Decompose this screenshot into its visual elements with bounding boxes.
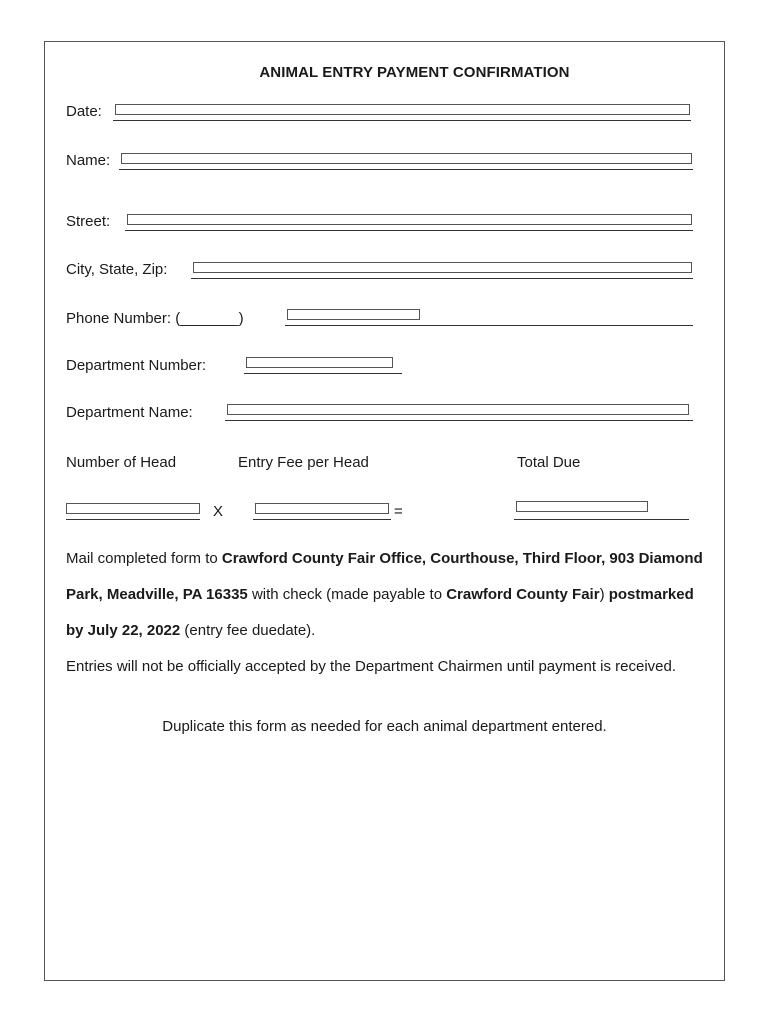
department-name-underline — [225, 420, 693, 421]
phone-label: Phone Number: (_______) — [66, 310, 244, 327]
duplicate-note: Duplicate this form as needed for each animal department entered. — [162, 718, 607, 735]
number-of-head-label: Number of Head — [66, 454, 177, 471]
name-underline — [119, 169, 693, 170]
city-state-zip-label: City, State, Zip: — [66, 261, 168, 278]
acceptance-note: Entries will not be officially accepted by the Department Chairmen until payment is received. — [66, 658, 677, 675]
city-state-zip-field[interactable] — [193, 262, 692, 273]
form-title: ANIMAL ENTRY PAYMENT CONFIRMATION — [259, 64, 570, 81]
paren-close: ) — [599, 586, 609, 603]
form-page — [44, 41, 725, 981]
department-name-field[interactable] — [227, 404, 689, 415]
entry-fee-label: Entry Fee per Head — [238, 454, 369, 471]
department-name-label: Department Name: — [66, 404, 193, 421]
street-field[interactable] — [127, 214, 692, 225]
name-label: Name: — [66, 152, 111, 169]
mail-instructions — [66, 541, 706, 649]
total-due-underline — [514, 519, 689, 520]
times-sign: X — [213, 503, 224, 520]
street-label: Street: — [66, 213, 111, 230]
date-underline — [113, 120, 691, 121]
payee-name: Crawford County Fair — [446, 586, 600, 603]
phone-underline — [285, 325, 693, 326]
entry-fee-underline — [253, 519, 391, 520]
total-due-field[interactable] — [516, 501, 648, 512]
date-field[interactable] — [115, 104, 690, 115]
mail-prefix: Mail completed form to — [66, 550, 222, 567]
postmark-deadline: postmarked by July 22, 2022 — [66, 586, 694, 639]
number-of-head-underline — [66, 519, 200, 520]
mail-address: Crawford County Fair Office, Courthouse, Third Floor, 903 Diamond Park, Meadville, PA 16335 — [66, 550, 703, 603]
entry-fee-field[interactable] — [255, 503, 389, 514]
total-due-label: Total Due — [517, 454, 581, 471]
date-label: Date: — [66, 103, 102, 120]
phone-field[interactable] — [287, 309, 420, 320]
street-underline — [125, 230, 693, 231]
department-number-label: Department Number: — [66, 357, 207, 374]
department-number-field[interactable] — [246, 357, 393, 368]
department-number-underline — [244, 373, 402, 374]
check-text: with check (made payable to — [247, 586, 447, 603]
number-of-head-field[interactable] — [66, 503, 200, 514]
city-state-zip-underline — [191, 278, 693, 279]
name-field[interactable] — [121, 153, 692, 164]
equals-sign: = — [394, 503, 403, 520]
fee-note: (entry fee duedate). — [180, 622, 316, 639]
